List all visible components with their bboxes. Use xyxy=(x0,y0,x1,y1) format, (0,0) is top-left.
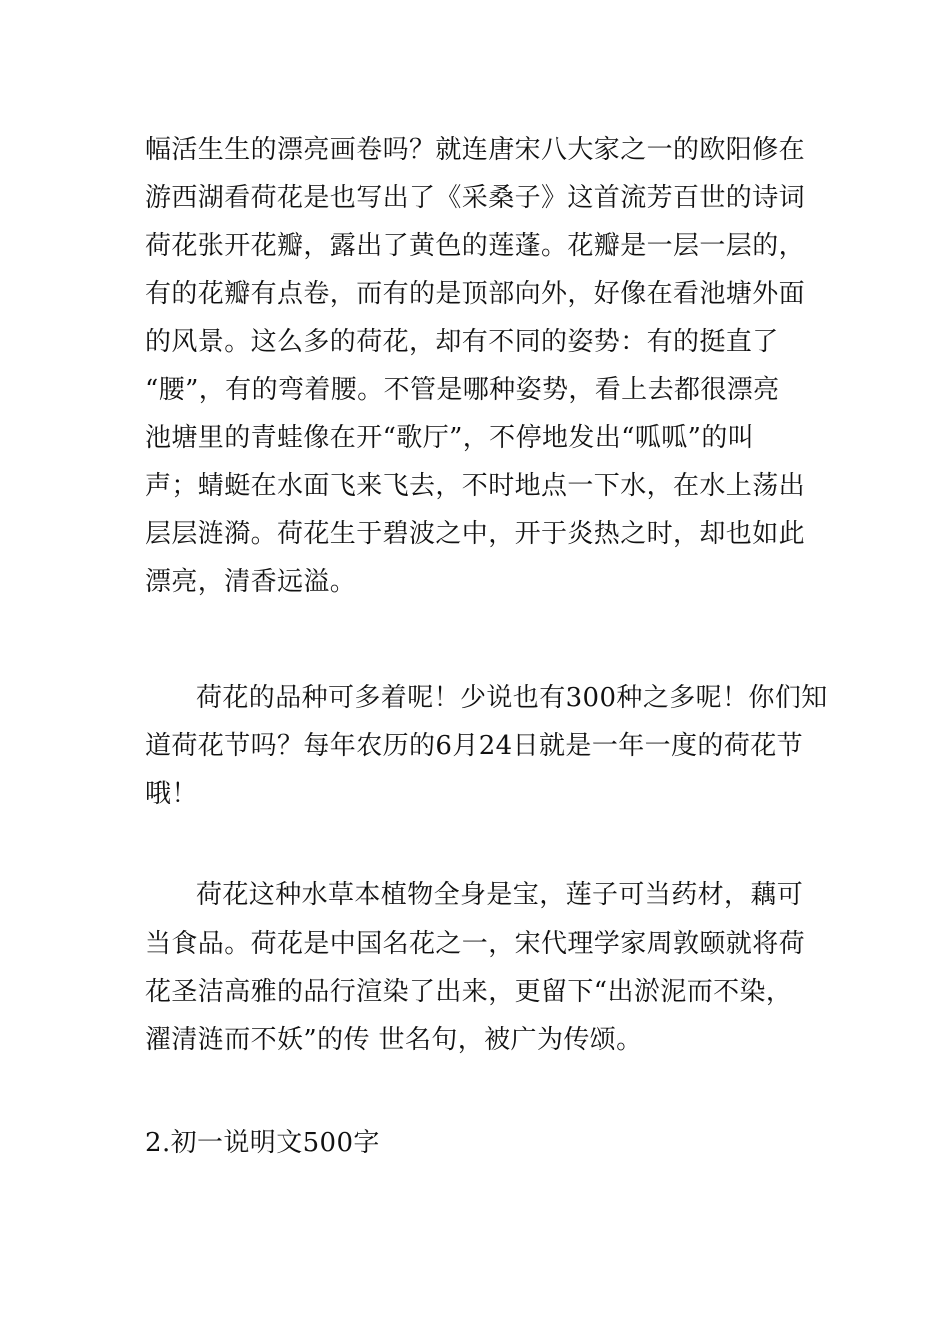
text-line: 荷花张开花瓣，露出了黄色的莲蓬。花瓣是一层一层的， xyxy=(145,231,806,261)
text-line: 花圣洁高雅的品行渲染了出来，更留下“出淤泥而不染， xyxy=(145,977,793,1007)
section-heading: 2.初一说明文500字 xyxy=(145,1128,380,1158)
text-line: 漂亮，清香远溢。 xyxy=(145,567,357,597)
text-line: 游西湖看荷花是也写出了《采桑子》这首流芳百世的诗词 xyxy=(145,183,806,213)
text-line: 有的花瓣有点卷，而有的是顶部向外，好像在看池塘外面 xyxy=(145,279,806,309)
text-line: 池塘里的青蛙像在开“歌厅”，不停地发出“呱呱”的叫 xyxy=(145,423,755,453)
text-line: 当食品。荷花是中国名花之一，宋代理学家周敦颐就将荷 xyxy=(145,929,806,959)
text-line: 哦！ xyxy=(145,779,198,809)
text-line: 的风景。这么多的荷花，却有不同的姿势：有的挺直了 xyxy=(145,327,779,357)
text-line: “腰”，有的弯着腰。不管是哪种姿势，看上去都很漂亮 xyxy=(145,375,780,405)
text-line: 道荷花节吗？每年农历的6月24日就是一年一度的荷花节 xyxy=(145,731,804,761)
text-line: 荷花这种水草本植物全身是宝，莲子可当药材，藕可 xyxy=(196,880,804,910)
text-line: 濯清涟而不妖”的传 世名句，被广为传颂。 xyxy=(145,1025,643,1055)
text-line: 荷花的品种可多着呢！少说也有300种之多呢！你们知 xyxy=(196,683,828,713)
text-line: 幅活生生的漂亮画卷吗？就连唐宋八大家之一的欧阳修在 xyxy=(145,135,806,165)
text-line: 层层涟漪。荷花生于碧波之中，开于炎热之时，却也如此 xyxy=(145,519,806,549)
text-line: 声；蜻蜓在水面飞来飞去，不时地点一下水，在水上荡出 xyxy=(145,471,806,501)
